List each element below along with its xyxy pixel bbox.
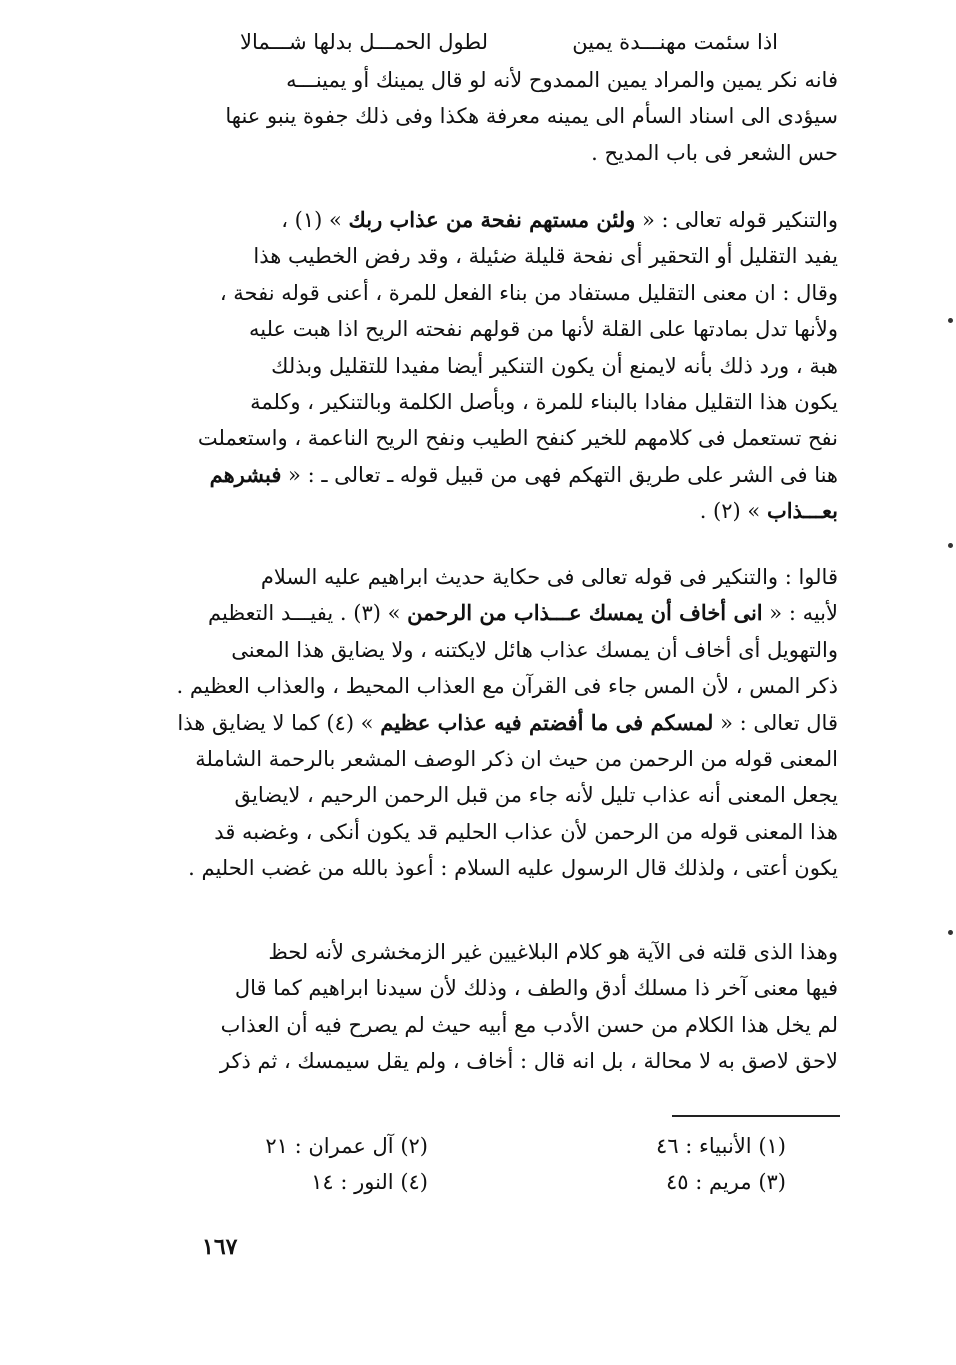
text-line xyxy=(165,384,838,420)
text-run: سيؤدى الى اسناد السأم الى يمينه معرفة هكذا وفى ذلك جفوة ينبو عنها xyxy=(225,104,838,129)
text-run: وهذا الذى قلته فى الآية هو كلام البلاغيين غير الزمخشرى لأنه لحظ xyxy=(268,940,838,964)
text-line xyxy=(165,1043,838,1079)
footnote-2: (٢) آل عمران : ٢١ xyxy=(265,1134,428,1158)
text-run: قال تعالى : « xyxy=(713,710,838,735)
text-run: والتنكير قوله تعالى : « xyxy=(635,208,838,232)
text-line xyxy=(165,705,838,741)
text-line xyxy=(165,493,838,529)
text-run: يكون هذا التقليل مفادا بالبناء للمرة ، وبأصل الكلمة وبالتنكير ، وكلمة xyxy=(250,390,838,415)
quranic-quote: فبشرهم xyxy=(209,461,282,487)
text-line xyxy=(165,595,838,631)
text-run: ذكر المس ، لأن المس جاء فى القرآن مع العذاب المحيط ، والعذاب العظيم . xyxy=(176,674,838,699)
text-run: لم يخل هذا الكلام من حسن الأدب مع أبيه حيث لم يصرح فيه أن العذاب xyxy=(220,1012,838,1037)
text-line xyxy=(165,777,838,813)
quranic-quote: ولئن مستهم نفحة من عذاب ربك xyxy=(348,207,636,232)
paragraph-poetry-commentary xyxy=(165,62,838,171)
verse-second-hemistich: لطول الحمـــل بدلها شـــمالا xyxy=(240,30,488,54)
text-line xyxy=(165,62,838,98)
footnote-1: (١) الأنبياء : ٤٦ xyxy=(656,1134,786,1158)
text-line xyxy=(165,559,838,595)
text-run: نفح تستعمل فى كلامهم للخير كنفح الطيب ونفح الريح الناعمة ، واستعملت xyxy=(197,426,838,451)
scan-speck xyxy=(948,543,953,548)
text-line xyxy=(165,814,838,850)
text-line xyxy=(165,970,838,1006)
text-line xyxy=(165,202,838,238)
text-run: » (١) ، xyxy=(281,208,349,232)
text-run: والتهويل أى أخاف أن يمسك عذاب هائل لايكتنه ، ولا يضايق هذا المعنى xyxy=(231,637,838,662)
text-line xyxy=(165,632,838,668)
text-line xyxy=(165,1007,838,1043)
text-line xyxy=(165,850,838,886)
text-run: يجعل المعنى أنه عذاب تليل لأنه جاء من قبل الرحمن الرحيم ، لايضايق xyxy=(234,783,838,808)
text-run: لأبيه : « xyxy=(762,601,838,626)
verse-first-hemistich: اذا سئمت مهنـــدة يمين xyxy=(572,30,778,54)
text-run: وقال : ان معنى التقليل مستفاد من بناء الفعل للمرة ، أعنى قوله نفحة ، xyxy=(219,280,838,305)
text-run: هبة ، ورد ذلك بأنه لايمنع أن يكون التنكير أيضا مفيدا للتقليل وبذلك xyxy=(271,353,838,378)
text-line xyxy=(165,135,838,171)
text-run: يفيد التقليل أو التحقير أى نفحة قليلة ضئيلة ، وقد رفض الخطيب هذا xyxy=(253,244,838,269)
text-run: قالوا : والتنكير فى قوله تعالى فى حكاية حديث ابراهيم عليه السلام xyxy=(260,565,838,589)
paragraph-zamakhshari xyxy=(165,934,838,1080)
text-run: فيها معنى آخر ذا مسلك أدق والطف ، وذلك لأن سيدنا ابراهيم كما قال xyxy=(234,976,838,1001)
text-run: حس الشعر فى باب المديح . xyxy=(591,140,838,165)
quranic-quote: بعـــذاب xyxy=(766,498,838,524)
text-run: المعنى قوله من الرحمن من حيث ان ذكر الوصف المشعر بالرحمة الشاملة xyxy=(195,747,838,772)
text-run: هذا المعنى قوله من الرحمن لأن عذاب الحليم قد يكون أنكى ، وغضبه قد xyxy=(214,819,838,844)
text-run: لاحق لاصق به لا محالة ، بل انه قال : أخاف ، ولم يقل سيمسك ، ثم ذكر xyxy=(219,1049,838,1074)
footnote-3: (٣) مريم : ٤٥ xyxy=(666,1170,786,1194)
footnote-4: (٤) النور : ١٤ xyxy=(311,1170,428,1194)
text-line xyxy=(165,238,838,274)
quranic-quote: لمسكم فى ما أفضتم فيه عذاب عظيم xyxy=(380,709,714,735)
text-run: هنا فى الشر على طريق التهكم فهى من قبيل قوله ـ تعالى ـ : « xyxy=(281,462,838,487)
text-line xyxy=(165,741,838,777)
text-line xyxy=(165,668,838,704)
scan-speck xyxy=(948,930,953,935)
text-line xyxy=(165,275,838,311)
text-run: يكون أعتى ، ولذلك قال الرسول عليه السلام : أعوذ بالله من غضب الحليم . xyxy=(188,856,838,881)
text-line xyxy=(165,348,838,384)
quranic-quote: انى أخاف أن يمسك عـــذاب من الرحمن xyxy=(407,600,763,626)
page-number: ١٦٧ xyxy=(202,1234,238,1260)
text-line xyxy=(165,934,838,970)
footnote-separator xyxy=(672,1115,840,1117)
text-line xyxy=(165,311,838,347)
text-line xyxy=(165,457,838,493)
text-line xyxy=(165,98,838,134)
poetry-verse xyxy=(168,24,778,60)
paragraph-tankir-azab xyxy=(165,559,838,887)
text-run: » (٤) كما لا يضايق هذا xyxy=(177,710,381,735)
text-run: » (٣) . يفيـــد التعظيم xyxy=(208,601,408,626)
text-run: » (٢) . xyxy=(699,499,767,524)
paragraph-tankir-nafha xyxy=(165,202,838,530)
scan-speck xyxy=(948,318,953,323)
text-run: فانه نكر يمين والمراد يمين الممدوح لأنه لو قال يمينك أو يمينـــه xyxy=(286,68,838,92)
text-line xyxy=(165,420,838,456)
text-run: ولأنها تدل بمادتها على القلة لأنها من قولهم نفحته الريح اذا هبت عليه xyxy=(248,317,838,342)
